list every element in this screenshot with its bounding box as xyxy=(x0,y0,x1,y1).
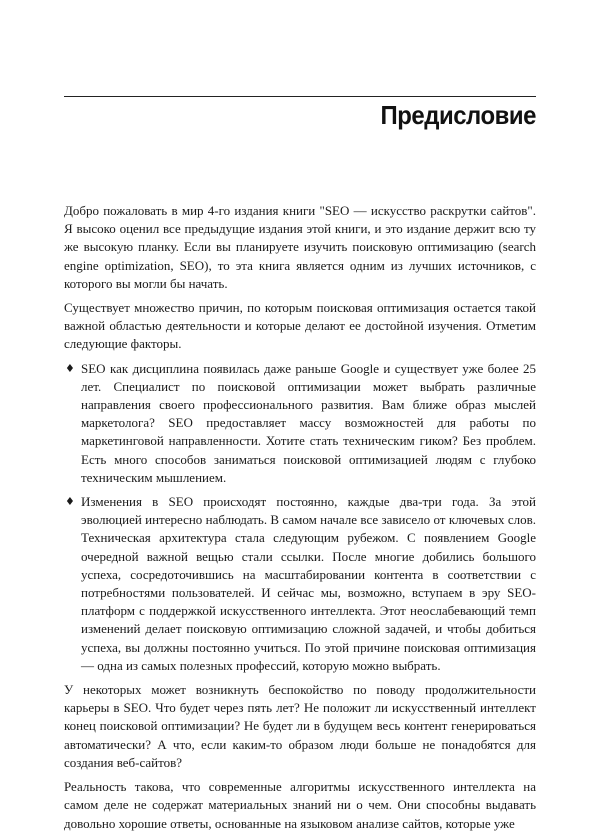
diamond-bullet-icon: ♦ xyxy=(65,361,75,375)
list-item xyxy=(64,360,536,487)
intro-paragraph: Добро пожаловать в мир 4-го издания книги "SEO — искусство раскрутки сайтов". Я высоко оценил все предыдущие издания этой книги, и это издание держит всю ту же высокую планку. Если вы планируете изучить поисковую оптимизацию (search engine optimization, SEO), то эта книга является одним из лучших источников, с которого вы могли бы начать. xyxy=(64,203,536,291)
list-item-text: Изменения в SEO происходят постоянно, каждые два-три года. За этой эволюцией интересно наблюдать. В самом начале все зависело от ключевых слов. Техническая архитектура стала следующим рубежом. С появлением Google очередной важной вещью стали ссылки. После многие добились большого успеха, сосредоточившись на масштабировании контента в соответствии с потребностями пользователей. И сейчас мы, возможно, вступаем в эру SEO-платформ с поддержкой искусственного интеллекта. Этот неослабевающий темп изменений делает поисковую оптимизацию сложной задачей, и чтобы добиться успеха, вы должны постоянно учиться. По этой причине поисковая оптимизация — одна из самых полезных профессий, которую можно выбрать. xyxy=(81,494,536,673)
page-body xyxy=(64,202,536,839)
career-paragraph: У некоторых может возникнуть беспокойство по поводу продолжительности карьеры в SEO. Что будет через пять лет? Не положит ли искусственный интеллект конец поисковой оптимизации? Не будет ли в будущем весь контент генерироваться автоматически? А что, если каким-то образом люди больше не понадобятся для создания веб-сайтов? xyxy=(64,682,536,770)
list-item xyxy=(64,493,536,675)
reality-paragraph: Реальность такова, что современные алгоритмы искусственного интеллекта на самом деле не содержат материальных знаний ни о чем. Они способны выдавать довольно хорошие ответы, основанные на языковом анализе сайтов, которые уже xyxy=(64,779,536,831)
factors-list xyxy=(64,360,536,675)
diamond-bullet-icon: ♦ xyxy=(65,495,75,509)
page-title: Предисловие xyxy=(380,100,536,130)
list-item-text: SEO как дисциплина появилась даже раньше Google и существует уже более 25 лет. Специалист по поисковой оптимизации может выбрать различные направления своего профессионального развития. Вам ближе образ мыслей маркетолога? SEO предоставляет массу возможностей для работы по маркетинговой направленности. Хотите стать техническим гиком? Без проблем. Есть много способов заниматься поисковой оптимизацией людям с глубоко техническим мышлением. xyxy=(81,360,536,485)
header-rule xyxy=(64,96,536,97)
reasons-paragraph: Существует множество причин, по которым поисковая оптимизация остается такой важной областью деятельности и которые делают ее достойной изучения. Отметим следующие факторы. xyxy=(64,300,536,352)
